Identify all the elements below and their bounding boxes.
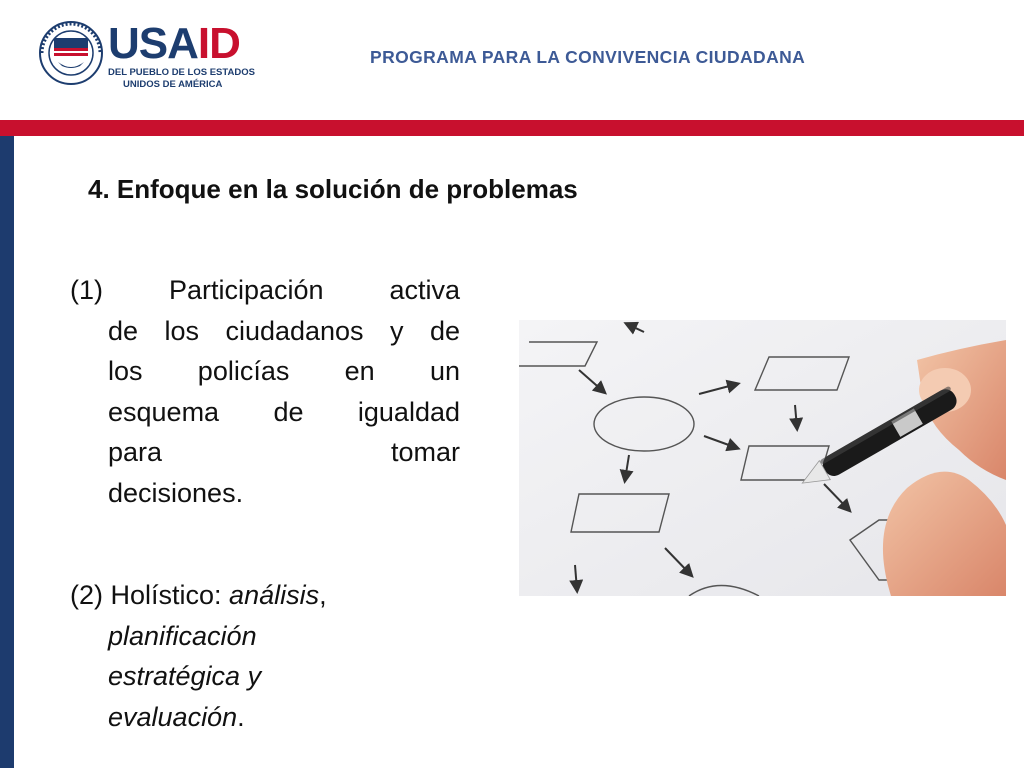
flowchart-pen-photo: [519, 320, 1006, 596]
bullet-holistic: [70, 575, 460, 737]
bullet2-line2: planificación: [108, 620, 257, 651]
program-title: PROGRAMA PARA LA CONVIVENCIA CIUDADANA: [370, 47, 806, 67]
bullet2-line1: (2) Holístico: análisis,: [70, 580, 327, 610]
usaid-logo-text: USAID: [108, 19, 240, 68]
left-accent-bar: [0, 136, 14, 768]
bullet2-line4: evaluación.: [108, 701, 245, 732]
bullet-participation: [70, 270, 460, 513]
bullet1-line5: para tomar: [108, 437, 460, 467]
usaid-seal-icon: [38, 20, 104, 86]
bullet1-line6: decisiones.: [108, 477, 244, 508]
slide-title: 4. Enfoque en la solución de problemas: [88, 174, 578, 204]
bullet1-line1: (1) Participación activa: [70, 275, 460, 305]
usaid-logo-subtitle: DEL PUEBLO DE LOS ESTADOS UNIDOS DE AMÉRICA: [108, 67, 255, 90]
bullet1-line4: esquema de igualdad: [108, 396, 460, 427]
header-divider: [0, 120, 1024, 136]
bullet1-line3: los policías en un: [108, 356, 460, 386]
bullet1-line2: de los ciudadanos y de: [108, 315, 460, 346]
header: [0, 0, 1024, 120]
bullet2-line3: estratégica y: [108, 661, 262, 691]
